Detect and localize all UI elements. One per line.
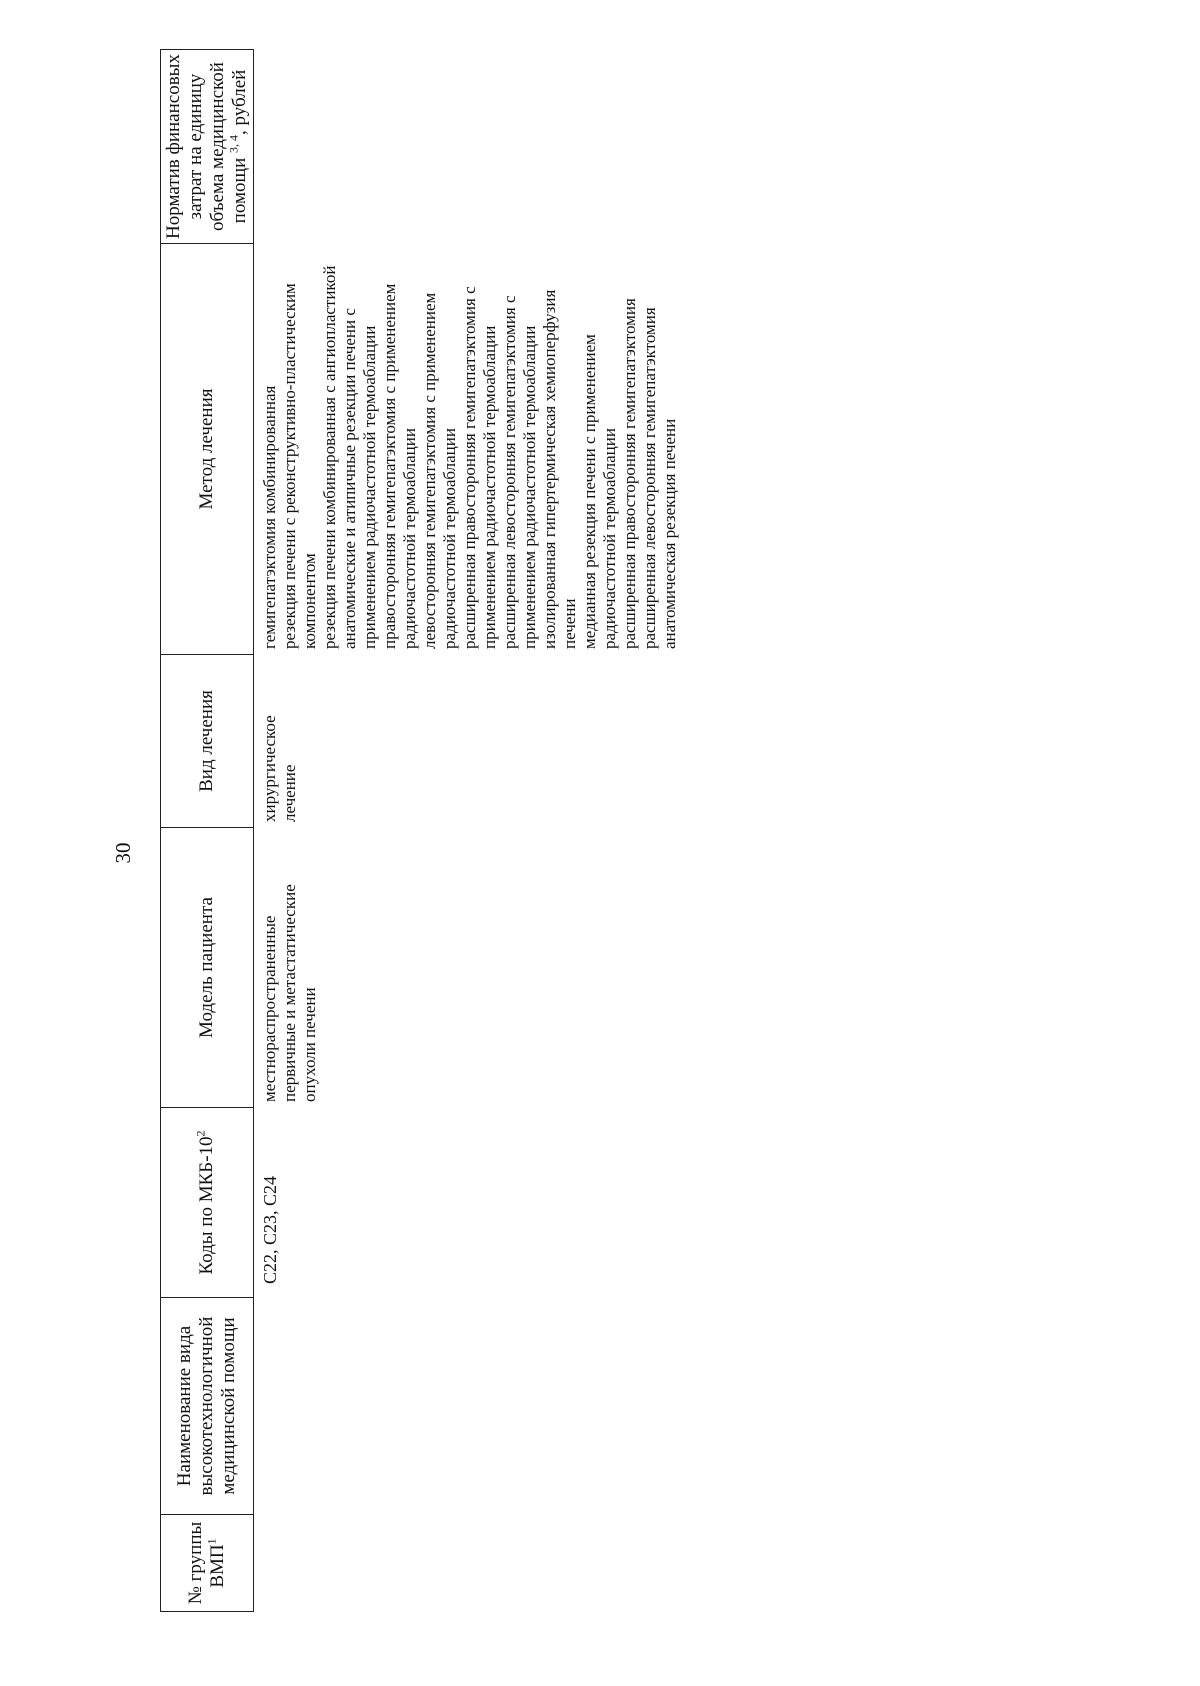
page-number: 30 — [111, 842, 135, 864]
method-item: левосторонняя гемигепатэктомия с применением радиочастотной термоаблации — [420, 292, 459, 649]
method-item: резекция печени комбинированная с ангиопластикой — [320, 265, 339, 649]
cell-care-type-name — [254, 1298, 680, 1515]
cell-patient-model: местнораспространенные первичные и метастатические опухоли печени — [260, 884, 319, 1102]
header-patient-model: Модель пациента — [160, 828, 254, 1108]
header-icd-codes: Коды по МКБ-$10^2$ — [160, 1108, 254, 1298]
method-item: расширенная левосторонняя гемигепатэктомия — [640, 307, 659, 649]
cell-treatment-type: хирургическое лечение — [260, 715, 299, 822]
method-item: анатомическая резекция печени — [660, 418, 679, 649]
header-group-number: № группы ВМП$^1$ — [160, 1515, 254, 1612]
method-item: резекция печени с реконструктивно-пластическим компонентом — [280, 283, 319, 649]
cell-group-number — [254, 1515, 680, 1612]
header-treatment-type: Вид лечения — [160, 655, 254, 828]
cell-icd-codes: C22, C23, C24 — [260, 1175, 280, 1284]
rotated-table-sheet — [160, 49, 1060, 1612]
method-list — [260, 250, 680, 649]
method-item: анатомические и атипичные резекции печени с применением радиочастотной термоаблации — [340, 308, 379, 649]
method-item: изолированная гипертермическая хемиоперфузия печени — [540, 289, 579, 649]
header-care-type-name: Наименование вида высокотехнологичной медицинской помощи — [160, 1298, 254, 1515]
method-item: расширенная правосторонняя гемигепатэктомия — [620, 298, 639, 649]
method-item: медианная резекция печени с применением радиочастотной термоаблации — [580, 334, 619, 649]
method-item: расширенная левосторонняя гемигепатэктомия с применением радиочастотной термоаблации — [500, 295, 539, 649]
method-item: расширенная правосторонняя гемигепатэктомия с применением радиочастотной термоаблации — [460, 286, 499, 649]
header-cost-norm: Норматив финансовых затрат на единицу объема медицинской помощи $^{3, 4}$, рублей — [160, 49, 254, 244]
cell-treatment-methods — [254, 244, 680, 655]
header-treatment-method: Метод лечения — [160, 244, 254, 655]
vmp-table — [160, 49, 680, 1612]
cell-cost-norm — [254, 49, 680, 244]
method-item: гемигепатэктомия комбинированная — [260, 385, 279, 649]
method-item: правосторонняя гемигепатэктомия с применением радиочастотной термоаблации — [380, 283, 419, 649]
